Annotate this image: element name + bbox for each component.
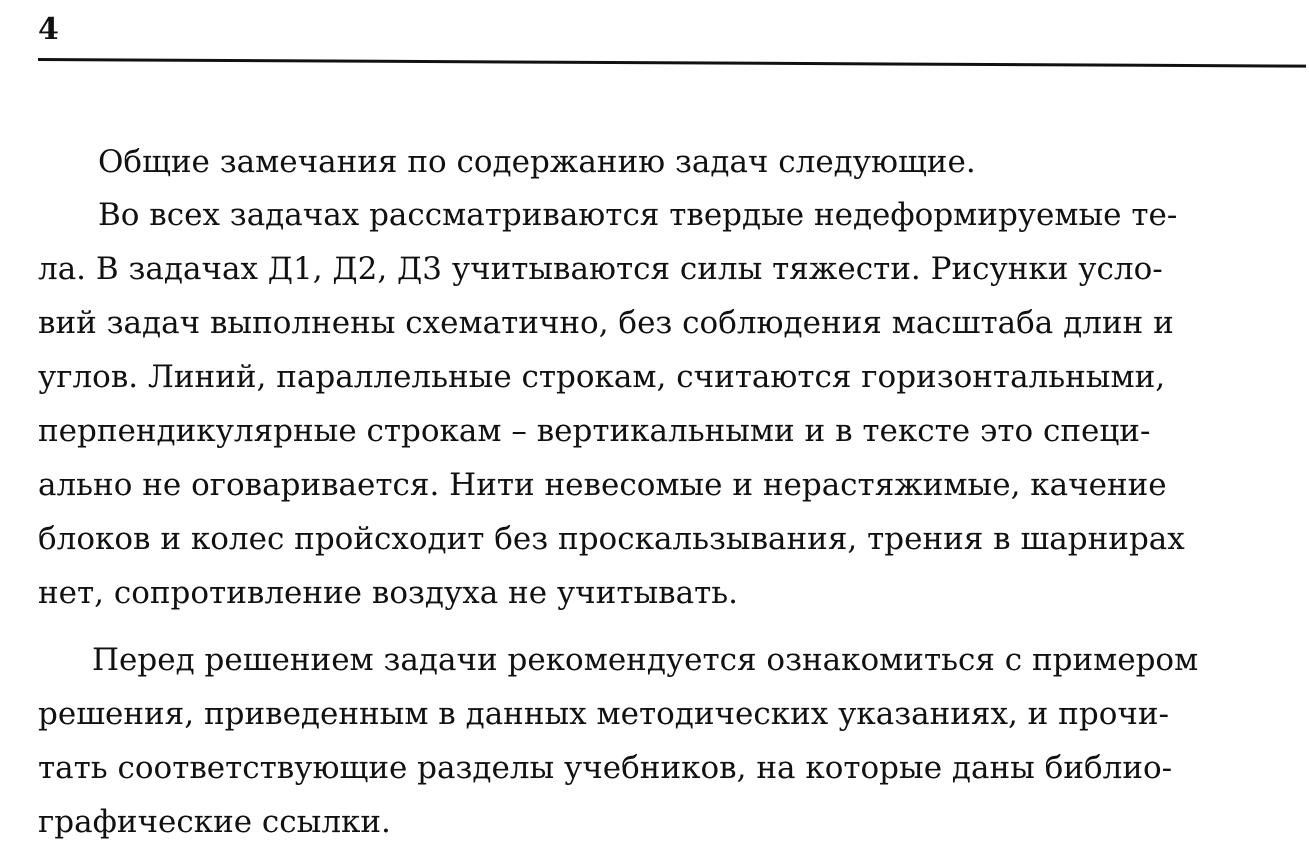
text-line: вий задач выполнены схематично, без соблюдения масштаба длин и bbox=[38, 305, 1174, 341]
text-line: тать соответствующие разделы учебников, на которые даны библио- bbox=[38, 750, 1173, 786]
page-number: 4 bbox=[38, 12, 59, 47]
text-line: Общие замечания по содержанию задач следующие. bbox=[98, 144, 976, 180]
text-line: углов. Линий, параллельные строкам, считаются горизонтальными, bbox=[38, 359, 1166, 395]
text-line: ально не оговаривается. Нити невесомые и нерастяжимые, качение bbox=[38, 467, 1167, 503]
header-rule bbox=[38, 58, 1306, 68]
text-line: Перед решением задачи рекомендуется ознакомиться с примером bbox=[92, 642, 1199, 678]
text-line: решения, приведенным в данных методических указаниях, и прочи- bbox=[38, 696, 1169, 732]
text-line: графические ссылки. bbox=[38, 804, 391, 840]
text-line: перпендикулярные строкам – вертикальными и в тексте это специ- bbox=[38, 413, 1151, 449]
text-line: блоков и колес пройсходит без проскальзывания, трения в шарнирах bbox=[38, 521, 1185, 557]
text-line: нет, сопротивление воздуха не учитывать. bbox=[38, 575, 738, 611]
text-line: ла. В задачах Д1, Д2, Д3 учитываются силы тяжести. Рисунки усло- bbox=[38, 251, 1163, 287]
text-line: Во всех задачах рассматриваются твердые недеформируемые те- bbox=[98, 197, 1178, 233]
